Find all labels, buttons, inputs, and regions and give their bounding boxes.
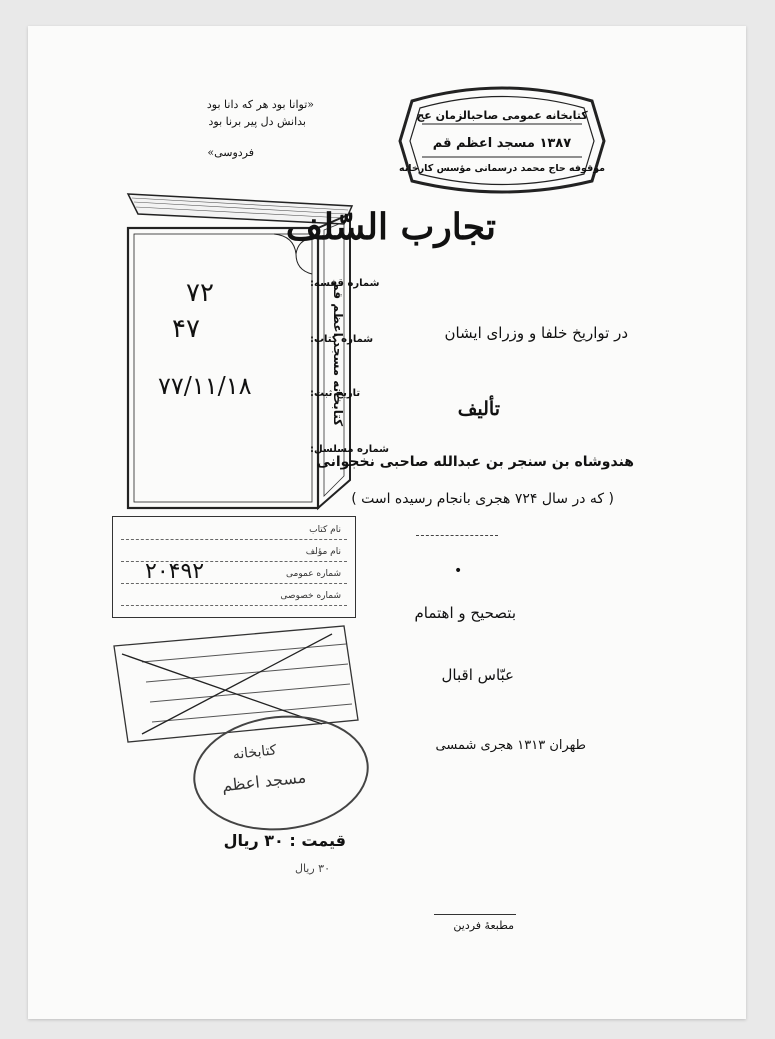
catalogue-row-general-number: شماره عمومی [286,569,341,579]
price-label: قیمت : ۳۰ ریال [223,831,346,850]
book-title: تجارب السّلف [285,206,496,248]
seal-line-3: موقوفه حاج محمد درسمانی مؤسس کارخانه [398,163,606,174]
book-stamp-date-value: ۷۷/۱۱/۱۸ [158,372,252,400]
book-stamp-book-label: شماره کتاب: [310,334,374,345]
ornament-dot: • [454,563,463,579]
completion-note: ( که در سال ۷۲۴ هجری بانجام رسیده است ) [351,491,614,507]
book-subtitle: در تواریخ خلفا و وزرای ایشان [444,324,628,342]
catalogue-row-private-number: شماره خصوصی [280,591,341,601]
book-stamp-book-value: ۴۷ [172,314,200,344]
talif-heading: تألیف [457,398,500,420]
verse-line-2: بدانش دل پیر برنا بود [208,115,306,128]
book-stamp-shelf-value: ۷۲ [186,278,214,308]
book-title-page [28,26,746,1019]
book-stamp-spine-text: کتابخانه مسجد اعظم قم [331,281,345,427]
oval-seal-line-1: کتابخانه [232,742,278,763]
seal-line-2: ۱۳۸۷ مسجد اعظم قم [432,136,572,151]
catalogue-row-author: نام مؤلف [305,547,341,557]
library-seal-stamp [382,81,622,201]
verse-attribution: فردوسی» [207,146,254,159]
book-stamp-serial-label: شماره مسلسل: [310,444,389,455]
correction-heading: بتصحیح و اهتمام [414,604,516,622]
editor-name: عبّاس اقبال [441,666,514,684]
author-name: هندوشاه بن سنجر بن عبدالله صاحبی نخجوانی [316,454,634,470]
oval-seal-line-2: مسجد اعظم [221,767,307,796]
book-stamp-date-label: تاریخ ثبت: [310,388,361,399]
catalogue-handwritten-number: ۲۰۴۹۲ [145,559,205,584]
price-handwritten: ۳۰ ریال [294,862,330,875]
seal-line-1: کتابخانه عمومی صاحبالزمان عج [416,109,588,122]
catalogue-row-title: نام کتاب [309,525,341,535]
verse-line-1: «توانا بود هر که دانا بود [206,98,314,111]
place-and-date: طهران ۱۳۱۳ هجری شمسی [435,738,586,753]
press-name: مطبعهٔ فردین [453,919,514,932]
book-stamp-shelf-label: شماره قفسه: [310,278,380,289]
catalogue-stamp [112,516,356,618]
